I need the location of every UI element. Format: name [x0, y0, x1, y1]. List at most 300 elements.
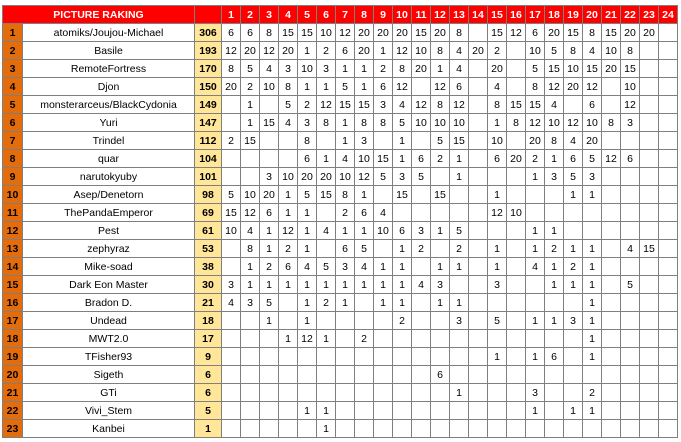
- round-score-cell: [241, 168, 260, 186]
- round-score-cell: [431, 420, 450, 438]
- round-score-cell: [374, 132, 393, 150]
- player-name-cell: GTi: [23, 384, 195, 402]
- round-score-cell: [317, 204, 336, 222]
- round-column-header: 18: [545, 6, 564, 24]
- round-score-cell: 1: [317, 150, 336, 168]
- round-score-cell: 10: [583, 114, 602, 132]
- round-score-cell: [469, 204, 488, 222]
- round-score-cell: [659, 222, 678, 240]
- round-score-cell: 6: [488, 150, 507, 168]
- round-score-cell: 15: [241, 132, 260, 150]
- round-score-cell: 5: [222, 186, 241, 204]
- rank-cell: 14: [3, 258, 23, 276]
- round-score-cell: [317, 312, 336, 330]
- round-score-cell: [412, 294, 431, 312]
- round-score-cell: 15: [260, 114, 279, 132]
- total-score-cell: 101: [195, 168, 222, 186]
- round-score-cell: [469, 276, 488, 294]
- round-score-cell: [659, 204, 678, 222]
- round-score-cell: 15: [355, 96, 374, 114]
- round-score-cell: [222, 150, 241, 168]
- table-row: [3, 60, 678, 78]
- round-score-cell: [412, 78, 431, 96]
- round-score-cell: [507, 366, 526, 384]
- round-score-cell: [279, 366, 298, 384]
- round-score-cell: [640, 186, 659, 204]
- round-score-cell: 1: [526, 348, 545, 366]
- round-score-cell: 3: [393, 168, 412, 186]
- round-score-cell: [469, 78, 488, 96]
- total-score-cell: 30: [195, 276, 222, 294]
- round-score-cell: [602, 78, 621, 96]
- rank-cell: 11: [3, 204, 23, 222]
- round-score-cell: [469, 132, 488, 150]
- round-score-cell: [431, 348, 450, 366]
- round-score-cell: [412, 420, 431, 438]
- round-score-cell: 1: [374, 258, 393, 276]
- round-score-cell: 12: [488, 204, 507, 222]
- round-score-cell: 20: [222, 78, 241, 96]
- round-score-cell: 1: [526, 240, 545, 258]
- round-score-cell: [469, 96, 488, 114]
- round-score-cell: [317, 348, 336, 366]
- round-score-cell: 15: [431, 186, 450, 204]
- round-score-cell: [507, 186, 526, 204]
- round-score-cell: [222, 168, 241, 186]
- round-score-cell: 10: [279, 168, 298, 186]
- round-score-cell: [545, 330, 564, 348]
- round-score-cell: 1: [488, 258, 507, 276]
- round-score-cell: [260, 402, 279, 420]
- round-score-cell: 5: [374, 168, 393, 186]
- round-score-cell: 5: [431, 132, 450, 150]
- round-score-cell: 12: [507, 24, 526, 42]
- player-name-cell: quar: [23, 150, 195, 168]
- round-score-cell: 4: [222, 294, 241, 312]
- round-score-cell: [621, 294, 640, 312]
- round-score-cell: [260, 132, 279, 150]
- round-score-cell: [640, 366, 659, 384]
- rank-cell: 7: [3, 132, 23, 150]
- round-score-cell: 1: [526, 402, 545, 420]
- round-score-cell: [621, 258, 640, 276]
- round-score-cell: 4: [583, 42, 602, 60]
- round-score-cell: [621, 384, 640, 402]
- player-name-cell: monsterarceus/BlackCydonia: [23, 96, 195, 114]
- round-score-cell: 20: [374, 24, 393, 42]
- round-score-cell: [222, 348, 241, 366]
- total-score-cell: 147: [195, 114, 222, 132]
- round-score-cell: 6: [260, 204, 279, 222]
- round-score-cell: 5: [317, 258, 336, 276]
- round-score-cell: 12: [412, 96, 431, 114]
- round-score-cell: [450, 204, 469, 222]
- round-score-cell: 2: [564, 258, 583, 276]
- round-score-cell: [336, 420, 355, 438]
- round-score-cell: 20: [393, 24, 412, 42]
- total-score-cell: 150: [195, 78, 222, 96]
- round-score-cell: [564, 420, 583, 438]
- round-score-cell: 1: [564, 276, 583, 294]
- round-score-cell: [526, 276, 545, 294]
- round-score-cell: [640, 276, 659, 294]
- round-score-cell: [659, 96, 678, 114]
- round-score-cell: 1: [431, 60, 450, 78]
- round-score-cell: [564, 222, 583, 240]
- round-score-cell: [602, 348, 621, 366]
- round-score-cell: [507, 258, 526, 276]
- round-score-cell: [659, 312, 678, 330]
- round-score-cell: [469, 258, 488, 276]
- round-score-cell: [526, 294, 545, 312]
- total-score-cell: 170: [195, 60, 222, 78]
- round-score-cell: 1: [526, 168, 545, 186]
- round-score-cell: [602, 96, 621, 114]
- round-column-header: 7: [336, 6, 355, 24]
- round-score-cell: [222, 114, 241, 132]
- round-score-cell: 10: [412, 42, 431, 60]
- round-score-cell: 1: [374, 276, 393, 294]
- round-score-cell: 8: [298, 132, 317, 150]
- round-score-cell: [507, 240, 526, 258]
- round-score-cell: [241, 312, 260, 330]
- round-score-cell: 1: [298, 42, 317, 60]
- round-score-cell: 8: [317, 114, 336, 132]
- round-score-cell: 15: [640, 240, 659, 258]
- total-score-cell: 61: [195, 222, 222, 240]
- table-row: [3, 222, 678, 240]
- round-score-cell: 4: [355, 258, 374, 276]
- round-score-cell: 2: [393, 312, 412, 330]
- round-score-cell: [659, 168, 678, 186]
- round-score-cell: 1: [564, 402, 583, 420]
- round-score-cell: [545, 204, 564, 222]
- player-name-cell: Undead: [23, 312, 195, 330]
- round-score-cell: 10: [488, 132, 507, 150]
- table-row: [3, 240, 678, 258]
- rank-cell: 22: [3, 402, 23, 420]
- round-score-cell: [469, 294, 488, 312]
- round-score-cell: 1: [241, 258, 260, 276]
- rank-cell: 3: [3, 60, 23, 78]
- round-score-cell: [469, 24, 488, 42]
- round-score-cell: 8: [583, 24, 602, 42]
- round-score-cell: [659, 420, 678, 438]
- player-name-cell: zephyraz: [23, 240, 195, 258]
- table-row: [3, 42, 678, 60]
- round-score-cell: 20: [640, 24, 659, 42]
- round-score-cell: 5: [241, 60, 260, 78]
- round-score-cell: 1: [583, 186, 602, 204]
- round-score-cell: 20: [507, 150, 526, 168]
- round-score-cell: [621, 186, 640, 204]
- table-row: [3, 168, 678, 186]
- round-score-cell: [241, 384, 260, 402]
- round-score-cell: 12: [602, 150, 621, 168]
- round-score-cell: 2: [431, 150, 450, 168]
- round-score-cell: 1: [298, 294, 317, 312]
- round-score-cell: 1: [393, 132, 412, 150]
- round-score-cell: [279, 420, 298, 438]
- round-score-cell: 1: [355, 222, 374, 240]
- round-score-cell: 3: [412, 222, 431, 240]
- picture-ranking-table: [2, 5, 678, 438]
- round-score-cell: [431, 240, 450, 258]
- player-name-cell: Djon: [23, 78, 195, 96]
- round-score-cell: [260, 330, 279, 348]
- round-score-cell: 4: [317, 222, 336, 240]
- round-score-cell: [545, 420, 564, 438]
- round-score-cell: 1: [393, 150, 412, 168]
- round-score-cell: [393, 402, 412, 420]
- rank-cell: 1: [3, 24, 23, 42]
- round-score-cell: [374, 402, 393, 420]
- round-score-cell: 1: [431, 294, 450, 312]
- player-name-cell: ThePandaEmperor: [23, 204, 195, 222]
- round-score-cell: 15: [393, 186, 412, 204]
- round-score-cell: [602, 312, 621, 330]
- round-score-cell: 2: [260, 258, 279, 276]
- round-score-cell: [507, 384, 526, 402]
- round-score-cell: 1: [298, 312, 317, 330]
- round-score-cell: 1: [583, 258, 602, 276]
- total-score-cell: 98: [195, 186, 222, 204]
- round-score-cell: [279, 294, 298, 312]
- round-score-cell: [545, 186, 564, 204]
- round-score-cell: 3: [526, 384, 545, 402]
- round-score-cell: [222, 384, 241, 402]
- round-score-cell: [260, 150, 279, 168]
- round-score-cell: 15: [507, 96, 526, 114]
- total-score-cell: 6: [195, 384, 222, 402]
- round-score-cell: 5: [564, 168, 583, 186]
- round-score-cell: 6: [564, 150, 583, 168]
- total-score-cell: 5: [195, 402, 222, 420]
- total-score-cell: 69: [195, 204, 222, 222]
- total-score-cell: 17: [195, 330, 222, 348]
- round-score-cell: 1: [336, 60, 355, 78]
- round-score-cell: [545, 366, 564, 384]
- round-score-cell: [450, 366, 469, 384]
- player-name-cell: Trindel: [23, 132, 195, 150]
- round-score-cell: 6: [526, 24, 545, 42]
- round-score-cell: 1: [450, 168, 469, 186]
- round-score-cell: 10: [336, 168, 355, 186]
- round-score-cell: 20: [564, 78, 583, 96]
- round-score-cell: 1: [583, 312, 602, 330]
- total-column-header: [195, 6, 222, 24]
- round-score-cell: [640, 132, 659, 150]
- table-row: [3, 312, 678, 330]
- round-score-cell: [583, 204, 602, 222]
- round-score-cell: [241, 330, 260, 348]
- round-score-cell: 1: [583, 240, 602, 258]
- round-column-header: 5: [298, 6, 317, 24]
- table-row: [3, 384, 678, 402]
- round-score-cell: [279, 150, 298, 168]
- round-score-cell: 6: [412, 150, 431, 168]
- round-score-cell: 8: [602, 114, 621, 132]
- round-score-cell: 1: [260, 312, 279, 330]
- player-name-cell: Asep/Denetorn: [23, 186, 195, 204]
- round-score-cell: [602, 222, 621, 240]
- round-score-cell: 4: [279, 114, 298, 132]
- player-name-cell: MWT2.0: [23, 330, 195, 348]
- round-score-cell: [640, 78, 659, 96]
- round-score-cell: [374, 384, 393, 402]
- round-score-cell: [640, 294, 659, 312]
- rank-cell: 17: [3, 312, 23, 330]
- round-score-cell: 15: [412, 24, 431, 42]
- round-score-cell: [564, 294, 583, 312]
- round-score-cell: [317, 366, 336, 384]
- round-score-cell: [602, 420, 621, 438]
- round-score-cell: [412, 348, 431, 366]
- round-score-cell: 3: [545, 168, 564, 186]
- round-score-cell: 8: [393, 60, 412, 78]
- round-score-cell: [507, 294, 526, 312]
- round-score-cell: 1: [526, 222, 545, 240]
- round-score-cell: 15: [374, 150, 393, 168]
- player-name-cell: narutokyuby: [23, 168, 195, 186]
- round-score-cell: [469, 330, 488, 348]
- round-score-cell: 5: [298, 186, 317, 204]
- round-score-cell: [526, 420, 545, 438]
- round-score-cell: 1: [450, 258, 469, 276]
- round-score-cell: [469, 240, 488, 258]
- round-score-cell: [222, 240, 241, 258]
- round-score-cell: [450, 186, 469, 204]
- round-score-cell: [469, 420, 488, 438]
- round-score-cell: [469, 384, 488, 402]
- round-score-cell: 1: [298, 402, 317, 420]
- round-score-cell: 4: [412, 276, 431, 294]
- round-score-cell: 6: [279, 258, 298, 276]
- round-score-cell: 10: [621, 78, 640, 96]
- round-score-cell: [374, 240, 393, 258]
- round-score-cell: 4: [488, 78, 507, 96]
- rank-cell: 15: [3, 276, 23, 294]
- round-score-cell: [374, 366, 393, 384]
- round-score-cell: [602, 168, 621, 186]
- table-row: [3, 150, 678, 168]
- round-score-cell: 1: [298, 204, 317, 222]
- round-score-cell: [659, 276, 678, 294]
- round-score-cell: 8: [241, 240, 260, 258]
- round-score-cell: 15: [602, 24, 621, 42]
- round-score-cell: 4: [393, 96, 412, 114]
- round-score-cell: 15: [222, 204, 241, 222]
- round-score-cell: 15: [336, 96, 355, 114]
- round-score-cell: 1: [545, 222, 564, 240]
- round-score-cell: 1: [279, 330, 298, 348]
- round-score-cell: [659, 150, 678, 168]
- round-score-cell: [621, 348, 640, 366]
- round-score-cell: 2: [355, 330, 374, 348]
- round-score-cell: [488, 420, 507, 438]
- round-score-cell: 1: [317, 78, 336, 96]
- round-score-cell: 6: [298, 150, 317, 168]
- round-score-cell: 3: [317, 60, 336, 78]
- round-score-cell: 10: [564, 60, 583, 78]
- round-score-cell: 5: [583, 150, 602, 168]
- round-score-cell: [412, 312, 431, 330]
- round-score-cell: [507, 276, 526, 294]
- round-score-cell: [659, 294, 678, 312]
- round-score-cell: [545, 402, 564, 420]
- round-score-cell: 1: [393, 240, 412, 258]
- round-score-cell: 12: [545, 78, 564, 96]
- round-score-cell: [640, 60, 659, 78]
- round-score-cell: 1: [355, 60, 374, 78]
- round-score-cell: 5: [336, 78, 355, 96]
- rank-cell: 19: [3, 348, 23, 366]
- round-column-header: 1: [222, 6, 241, 24]
- round-score-cell: [336, 402, 355, 420]
- round-column-header: 9: [374, 6, 393, 24]
- round-score-cell: [621, 204, 640, 222]
- round-score-cell: [621, 330, 640, 348]
- round-score-cell: 20: [526, 132, 545, 150]
- round-score-cell: 15: [298, 24, 317, 42]
- round-score-cell: [507, 168, 526, 186]
- round-score-cell: [583, 420, 602, 438]
- round-score-cell: [393, 366, 412, 384]
- total-score-cell: 18: [195, 312, 222, 330]
- round-score-cell: [222, 420, 241, 438]
- round-score-cell: 12: [564, 114, 583, 132]
- round-score-cell: [640, 114, 659, 132]
- round-score-cell: 2: [298, 96, 317, 114]
- round-score-cell: 3: [564, 312, 583, 330]
- round-score-cell: 1: [431, 258, 450, 276]
- round-score-cell: 4: [336, 150, 355, 168]
- round-score-cell: 12: [431, 78, 450, 96]
- round-score-cell: 15: [621, 60, 640, 78]
- round-score-cell: [564, 384, 583, 402]
- round-score-cell: [469, 402, 488, 420]
- round-score-cell: [640, 420, 659, 438]
- round-score-cell: 1: [241, 96, 260, 114]
- round-score-cell: 15: [564, 24, 583, 42]
- round-score-cell: 1: [355, 186, 374, 204]
- round-score-cell: [526, 366, 545, 384]
- table-body: [3, 24, 678, 438]
- round-score-cell: 12: [393, 42, 412, 60]
- round-score-cell: 10: [450, 114, 469, 132]
- round-score-cell: [526, 186, 545, 204]
- round-score-cell: [621, 168, 640, 186]
- round-score-cell: [488, 294, 507, 312]
- round-score-cell: 6: [355, 204, 374, 222]
- table-row: [3, 204, 678, 222]
- round-score-cell: 1: [298, 78, 317, 96]
- rank-cell: 8: [3, 150, 23, 168]
- round-score-cell: [431, 402, 450, 420]
- round-score-cell: [602, 132, 621, 150]
- round-score-cell: [564, 348, 583, 366]
- round-score-cell: 20: [317, 168, 336, 186]
- round-score-cell: [412, 366, 431, 384]
- round-score-cell: 10: [507, 204, 526, 222]
- round-score-cell: 12: [336, 24, 355, 42]
- round-score-cell: [336, 330, 355, 348]
- round-score-cell: [602, 204, 621, 222]
- round-score-cell: 1: [317, 420, 336, 438]
- rank-cell: 12: [3, 222, 23, 240]
- rank-cell: 23: [3, 420, 23, 438]
- round-score-cell: 1: [317, 330, 336, 348]
